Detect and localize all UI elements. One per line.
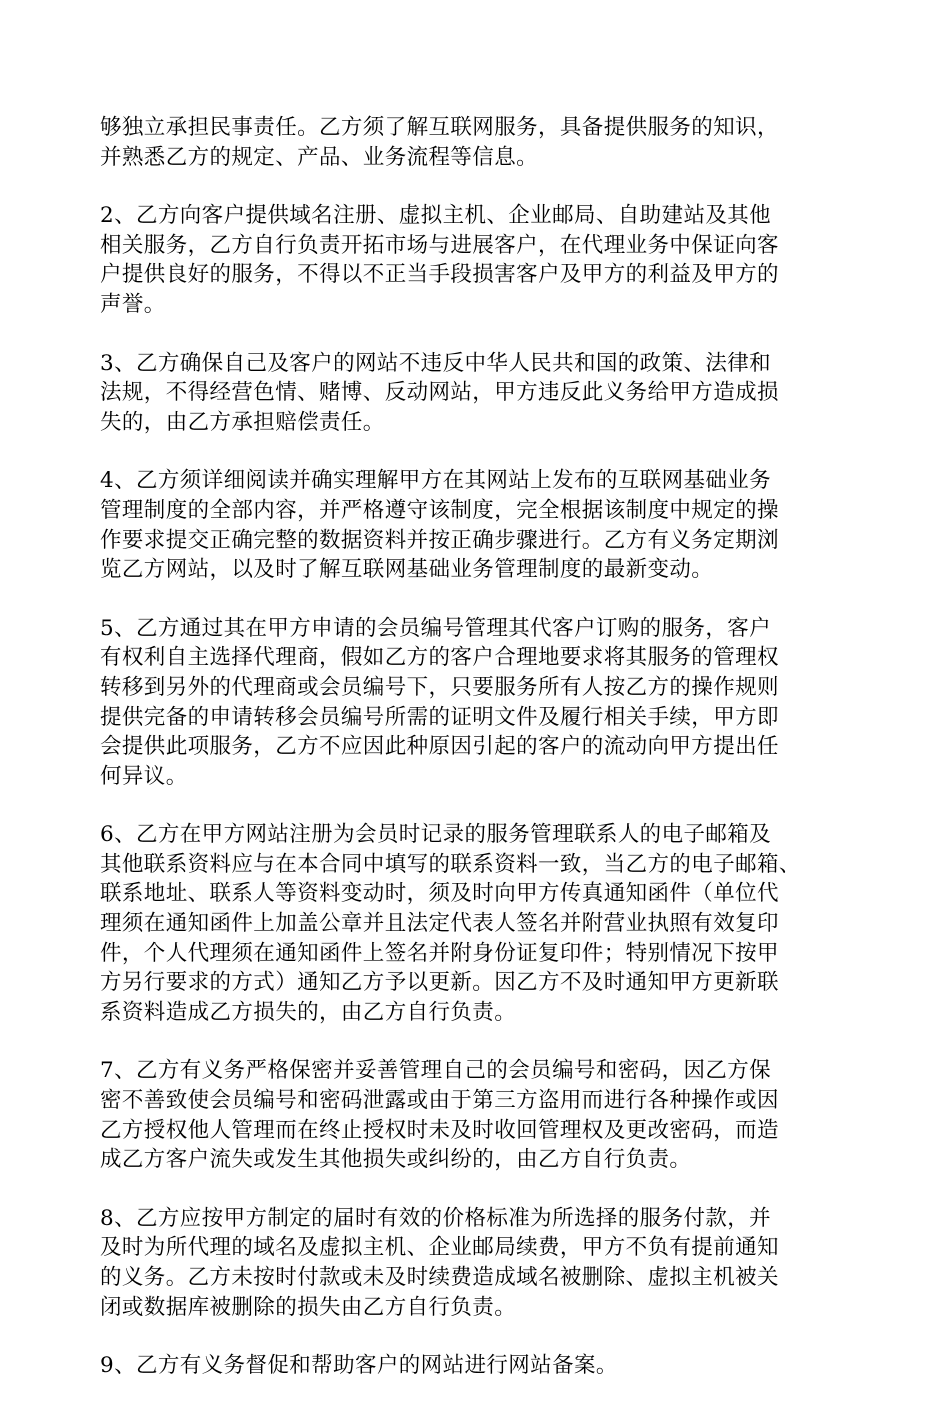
paragraph-line: 管理制度的全部内容，并严格遵守该制度，完全根据该制度中规定的操 xyxy=(100,497,779,523)
paragraph-line: 其他联系资料应与在本合同中填写的联系资料一致，当乙方的电子邮箱、 xyxy=(100,851,801,877)
paragraph-line: 够独立承担民事责任。乙方须了解互联网服务，具备提供服务的知识， xyxy=(100,115,779,140)
paragraph-line: 有权利自主选择代理商，假如乙方的客户合理地要求将其服务的管理权 xyxy=(100,645,779,671)
paragraph-line: 件，个人代理须在通知函件上签名并附身份证复印件；特别情况下按甲 xyxy=(100,940,779,966)
paragraph-line: 户提供良好的服务，不得以不正当手段损害客户及甲方的利益及甲方的 xyxy=(100,262,779,288)
paragraph-9 xyxy=(100,1351,870,1381)
paragraph-line: 声誉。 xyxy=(100,291,166,317)
paragraph-line: 方另行要求的方式）通知乙方予以更新。因乙方不及时通知甲方更新联 xyxy=(100,970,779,996)
paragraph-line: 4、乙方须详细阅读并确实理解甲方在其网站上发布的互联网基础业务 xyxy=(100,468,772,494)
paragraph-line: 6、乙方在甲方网站注册为会员时记录的服务管理联系人的电子邮箱及 xyxy=(100,822,772,848)
paragraph-2 xyxy=(100,201,870,319)
paragraph-line: 作要求提交正确完整的数据资料并按正确步骤进行。乙方有义务定期浏 xyxy=(100,527,779,553)
paragraph-line: 的义务。乙方未按时付款或未及时续费造成域名被删除、虚拟主机被关 xyxy=(100,1265,779,1290)
paragraph-line: 法规，不得经营色情、赌博、反动网站，甲方违反此义务给甲方造成损 xyxy=(100,380,779,406)
paragraph-line: 何异议。 xyxy=(100,763,188,789)
paragraph-line: 理须在通知函件上加盖公章并且法定代表人签名并附营业执照有效复印 xyxy=(100,911,779,937)
paragraph-line: 联系地址、联系人等资料变动时，须及时向甲方传真通知函件（单位代 xyxy=(100,881,779,907)
paragraph-line: 7、乙方有义务严格保密并妥善管理自己的会员编号和密码，因乙方保 xyxy=(100,1058,772,1084)
paragraph-line: 9、乙方有义务督促和帮助客户的网站进行网站备案。 xyxy=(100,1353,618,1379)
paragraph-line: 提供完备的申请转移会员编号所需的证明文件及履行相关手续，甲方即 xyxy=(100,704,779,730)
paragraph-line: 相关服务，乙方自行负责开拓市场与进展客户，在代理业务中保证向客 xyxy=(100,232,779,258)
paragraph-line: 乙方授权他人管理而在终止授权时未及时收回管理权及更改密码，而造 xyxy=(100,1117,779,1143)
paragraph-line: 失的，由乙方承担赔偿责任。 xyxy=(100,409,385,435)
paragraph-line: 览乙方网站，以及时了解互联网基础业务管理制度的最新变动。 xyxy=(100,557,714,583)
paragraph-line: 系资料造成乙方损失的，由乙方自行负责。 xyxy=(100,999,517,1025)
document-body xyxy=(100,113,870,1410)
paragraph-4 xyxy=(100,466,870,584)
paragraph-line: 转移到另外的代理商或会员编号下，只要服务所有人按乙方的操作规则 xyxy=(100,674,779,700)
paragraph-7 xyxy=(100,1056,870,1174)
paragraph-line: 8、乙方应按甲方制定的届时有效的价格标准为所选择的服务付款，并 xyxy=(100,1205,772,1231)
paragraph-3 xyxy=(100,349,870,438)
paragraph-line: 会提供此项服务，乙方不应因此种原因引起的客户的流动向甲方提出任 xyxy=(100,734,779,760)
paragraph-line: 闭或数据库被删除的损失由乙方自行负责。 xyxy=(100,1294,517,1320)
paragraph-line: 3、乙方确保自己及客户的网站不违反中华人民共和国的政策、法律和 xyxy=(100,350,772,376)
paragraph-line: 成乙方客户流失或发生其他损失或纠纷的，由乙方自行负责。 xyxy=(100,1147,692,1173)
paragraph-6 xyxy=(100,820,870,1027)
paragraph-1 xyxy=(100,113,870,172)
paragraph-line: 密不善致使会员编号和密码泄露或由于第三方盗用而进行各种操作或因 xyxy=(100,1088,779,1114)
paragraph-line: 2、乙方向客户提供域名注册、虚拟主机、企业邮局、自助建站及其他 xyxy=(100,203,772,229)
paragraph-line: 并熟悉乙方的规定、产品、业务流程等信息。 xyxy=(100,144,539,170)
paragraph-line: 及时为所代理的域名及虚拟主机、企业邮局续费，甲方不负有提前通知 xyxy=(100,1235,779,1261)
paragraph-8 xyxy=(100,1204,870,1322)
paragraph-line: 5、乙方通过其在甲方申请的会员编号管理其代客户订购的服务，客户 xyxy=(100,615,772,641)
paragraph-5 xyxy=(100,614,870,792)
